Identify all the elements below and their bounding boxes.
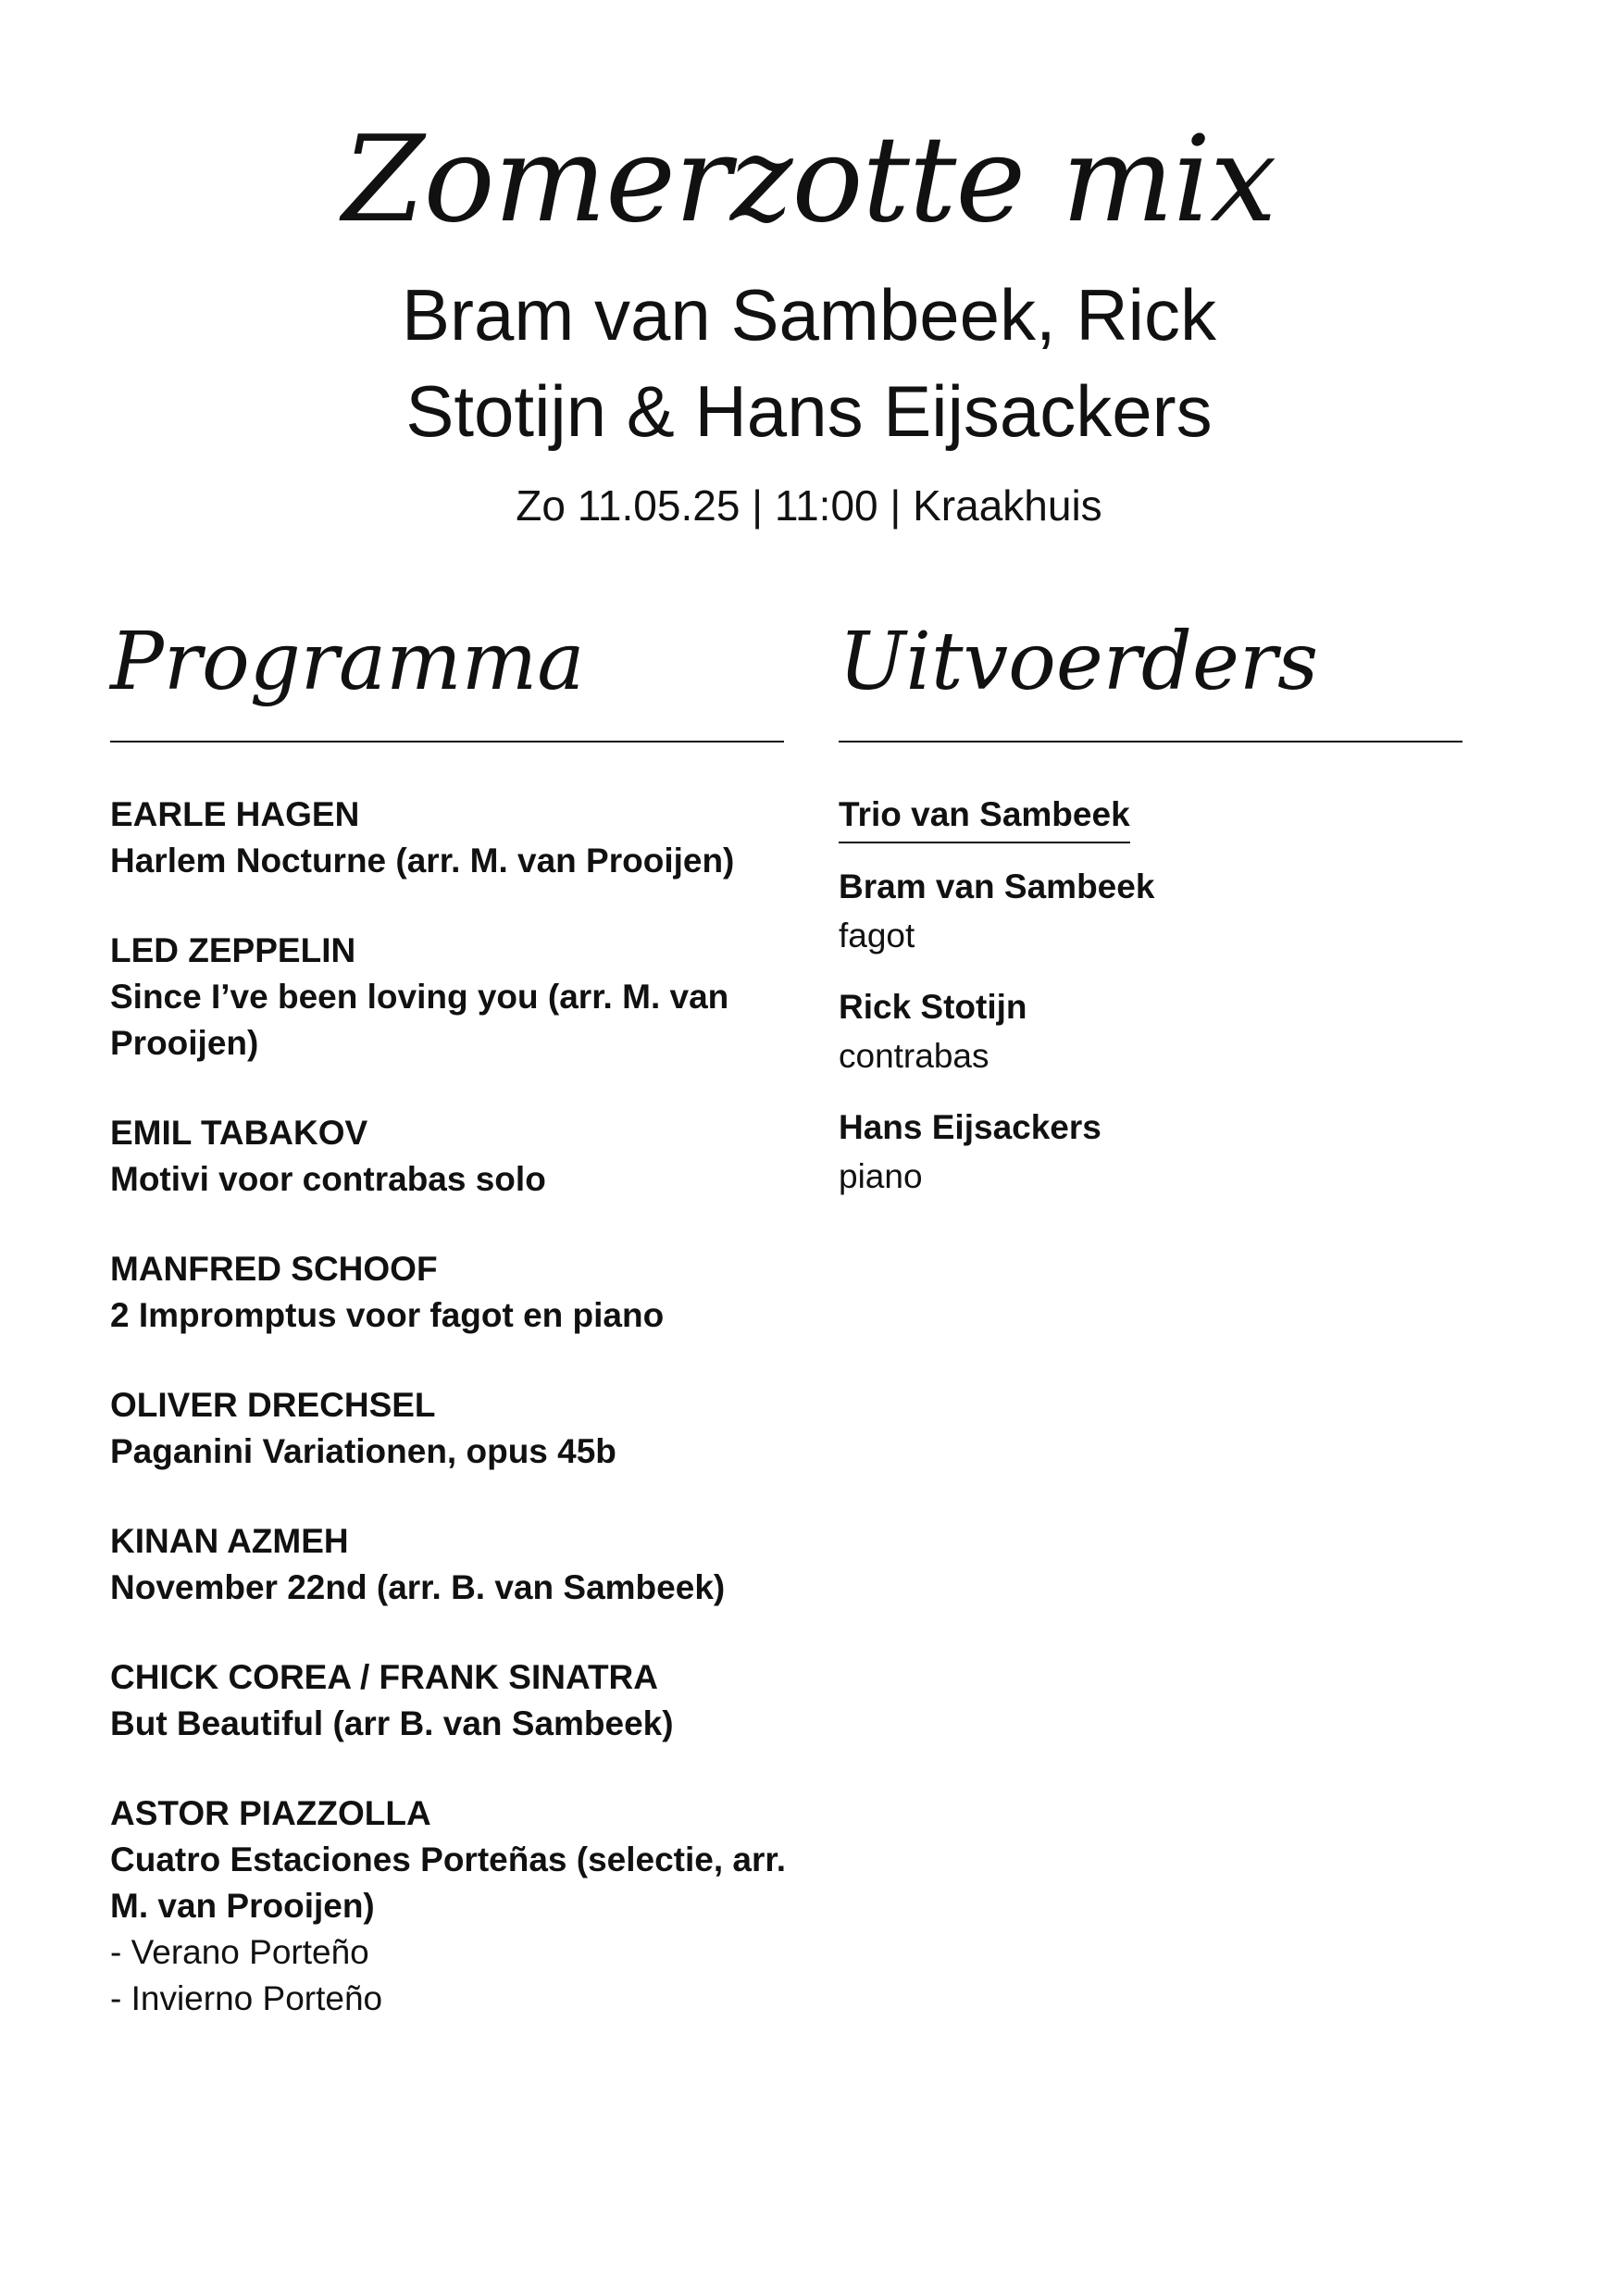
program-item [110, 1654, 795, 1747]
performer-name: Rick Stotijn [839, 988, 1027, 1026]
movement-item: - Invierno Porteño [110, 1979, 383, 2017]
work-title: Paganini Variationen, opus 45b [110, 1432, 616, 1470]
composer-name: EARLE HAGEN [110, 795, 360, 833]
composer-name: LED ZEPPELIN [110, 931, 356, 969]
work-title: Since I’ve been loving you (arr. M. van Prooijen) [110, 978, 729, 1062]
performer-item [839, 864, 1468, 962]
performer-name: Hans Eijsackers [839, 1108, 1101, 1146]
program-item [110, 1791, 795, 2022]
work-title: Motivi voor contrabas solo [110, 1160, 546, 1198]
composer-name: CHICK COREA / FRANK SINATRA [110, 1658, 658, 1696]
program-divider [110, 741, 784, 742]
work-title: 2 Impromptus voor fagot en piano [110, 1296, 665, 1334]
ensemble-name: Trio van Sambeek [839, 792, 1130, 843]
artists-subtitle: Bram van Sambeek, Rick Stotijn & Hans Eijsackers [402, 274, 1216, 452]
performer-item [839, 984, 1468, 1082]
performer-instrument: contrabas [839, 1037, 989, 1075]
composer-name: EMIL TABAKOV [110, 1114, 368, 1152]
movement-item: - Verano Porteño [110, 1933, 369, 1971]
work-title: November 22nd (arr. B. van Sambeek) [110, 1568, 726, 1606]
program-item [110, 1518, 795, 1611]
performer-instrument: fagot [839, 917, 915, 955]
work-title: Cuatro Estaciones Porteñas (selectie, arr. M. van Prooijen) [110, 1841, 787, 1925]
performers-list [839, 792, 1468, 1225]
performer-item [839, 1104, 1468, 1203]
work-title: Harlem Nocturne (arr. M. van Prooijen) [110, 842, 735, 880]
composer-name: KINAN AZMEH [110, 1522, 349, 1560]
performer-instrument: piano [839, 1157, 923, 1195]
program-item [110, 1110, 795, 1203]
performer-name: Bram van Sambeek [839, 867, 1155, 905]
program-heading: Programma [110, 616, 585, 708]
event-info: Zo 11.05.25 | 11:00 | Kraakhuis [516, 481, 1102, 530]
composer-name: MANFRED SCHOOF [110, 1250, 438, 1288]
program-item [110, 792, 795, 884]
program-item [110, 928, 795, 1067]
work-title: But Beautiful (arr B. van Sambeek) [110, 1704, 674, 1742]
program-item [110, 1246, 795, 1339]
program-item [110, 1382, 795, 1475]
performers-heading: Uitvoerders [839, 616, 1319, 708]
program-list [110, 792, 795, 2065]
composer-name: ASTOR PIAZZOLLA [110, 1794, 431, 1832]
performers-divider [839, 741, 1462, 742]
concert-title: Zomerzotte mix [342, 111, 1276, 249]
composer-name: OLIVER DRECHSEL [110, 1386, 436, 1424]
